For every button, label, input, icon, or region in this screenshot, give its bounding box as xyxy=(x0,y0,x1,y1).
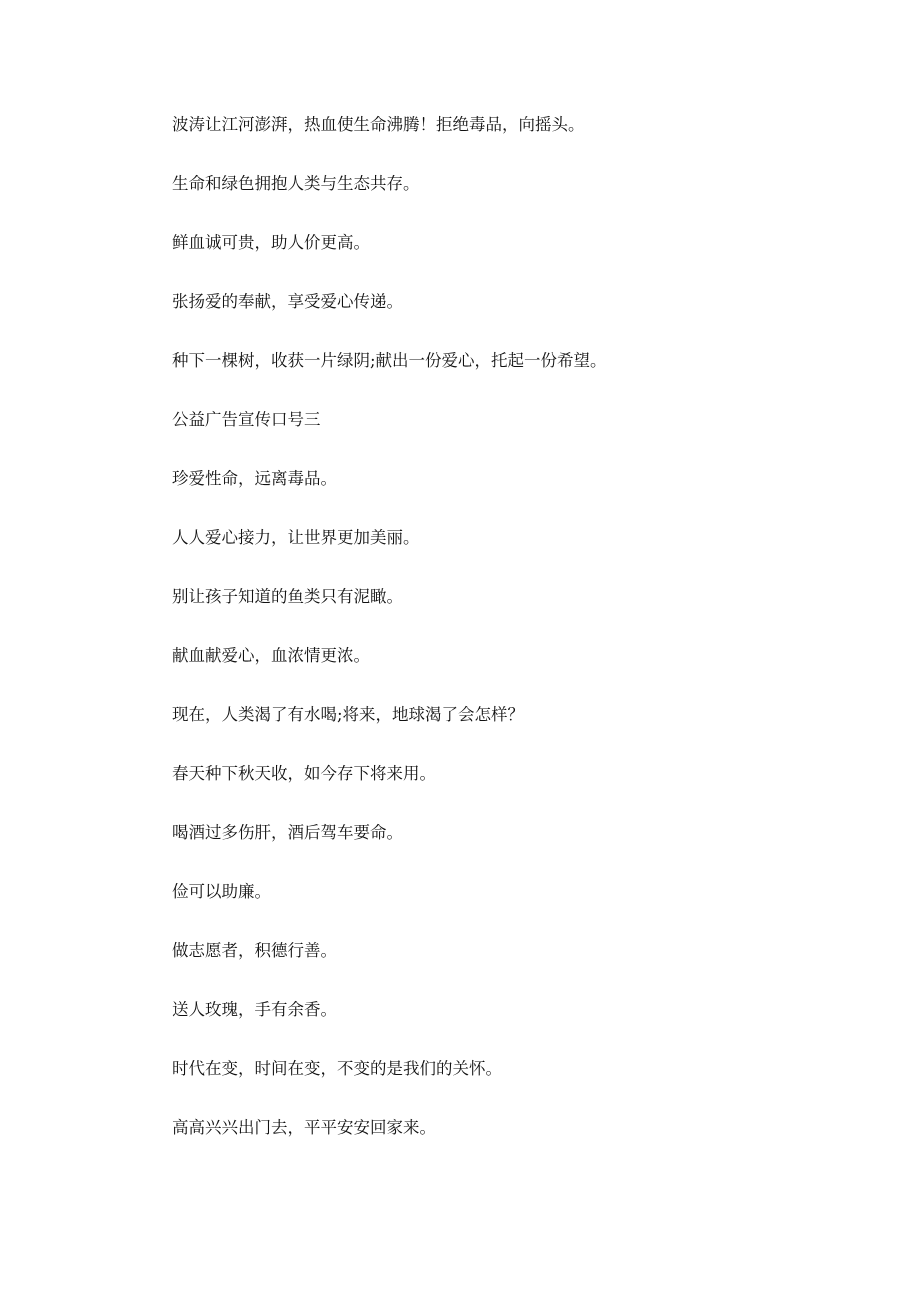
text-line: 做志愿者，积德行善。 xyxy=(172,941,337,960)
text-line: 俭可以助廉。 xyxy=(172,882,271,901)
slogan-list xyxy=(172,110,872,1172)
text-line: 高高兴兴出门去，平平安安回家来。 xyxy=(172,1118,436,1137)
text-line: 张扬爱的奉献，享受爱心传递。 xyxy=(172,292,403,311)
text-line: 珍爱性命，远离毒品。 xyxy=(172,469,337,488)
text-line: 春天种下秋天收，如今存下将来用。 xyxy=(172,764,436,783)
text-line: 献血献爱心，血浓情更浓。 xyxy=(172,646,370,665)
text-line: 人人爱心接力，让世界更加美丽。 xyxy=(172,528,420,547)
text-line: 生命和绿色拥抱人类与生态共存。 xyxy=(172,174,420,193)
text-line: 波涛让江河澎湃，热血使生命沸腾！拒绝毒品，向摇头。 xyxy=(172,115,585,134)
text-line: 喝酒过多伤肝，酒后驾车要命。 xyxy=(172,823,403,842)
text-line: 送人玫瑰，手有余香。 xyxy=(172,1000,337,1019)
text-line: 鲜血诚可贵，助人价更高。 xyxy=(172,233,370,252)
text-line: 现在，人类渴了有水喝;将来，地球渴了会怎样？ xyxy=(172,705,525,724)
text-line: 别让孩子知道的鱼类只有泥瞰。 xyxy=(172,587,403,606)
section-heading: 公益广告宣传口号三 xyxy=(172,410,321,429)
text-line: 时代在变，时间在变，不变的是我们的关怀。 xyxy=(172,1059,502,1078)
text-line: 种下一棵树，收获一片绿阴;献出一份爱心，托起一份希望。 xyxy=(172,351,607,370)
